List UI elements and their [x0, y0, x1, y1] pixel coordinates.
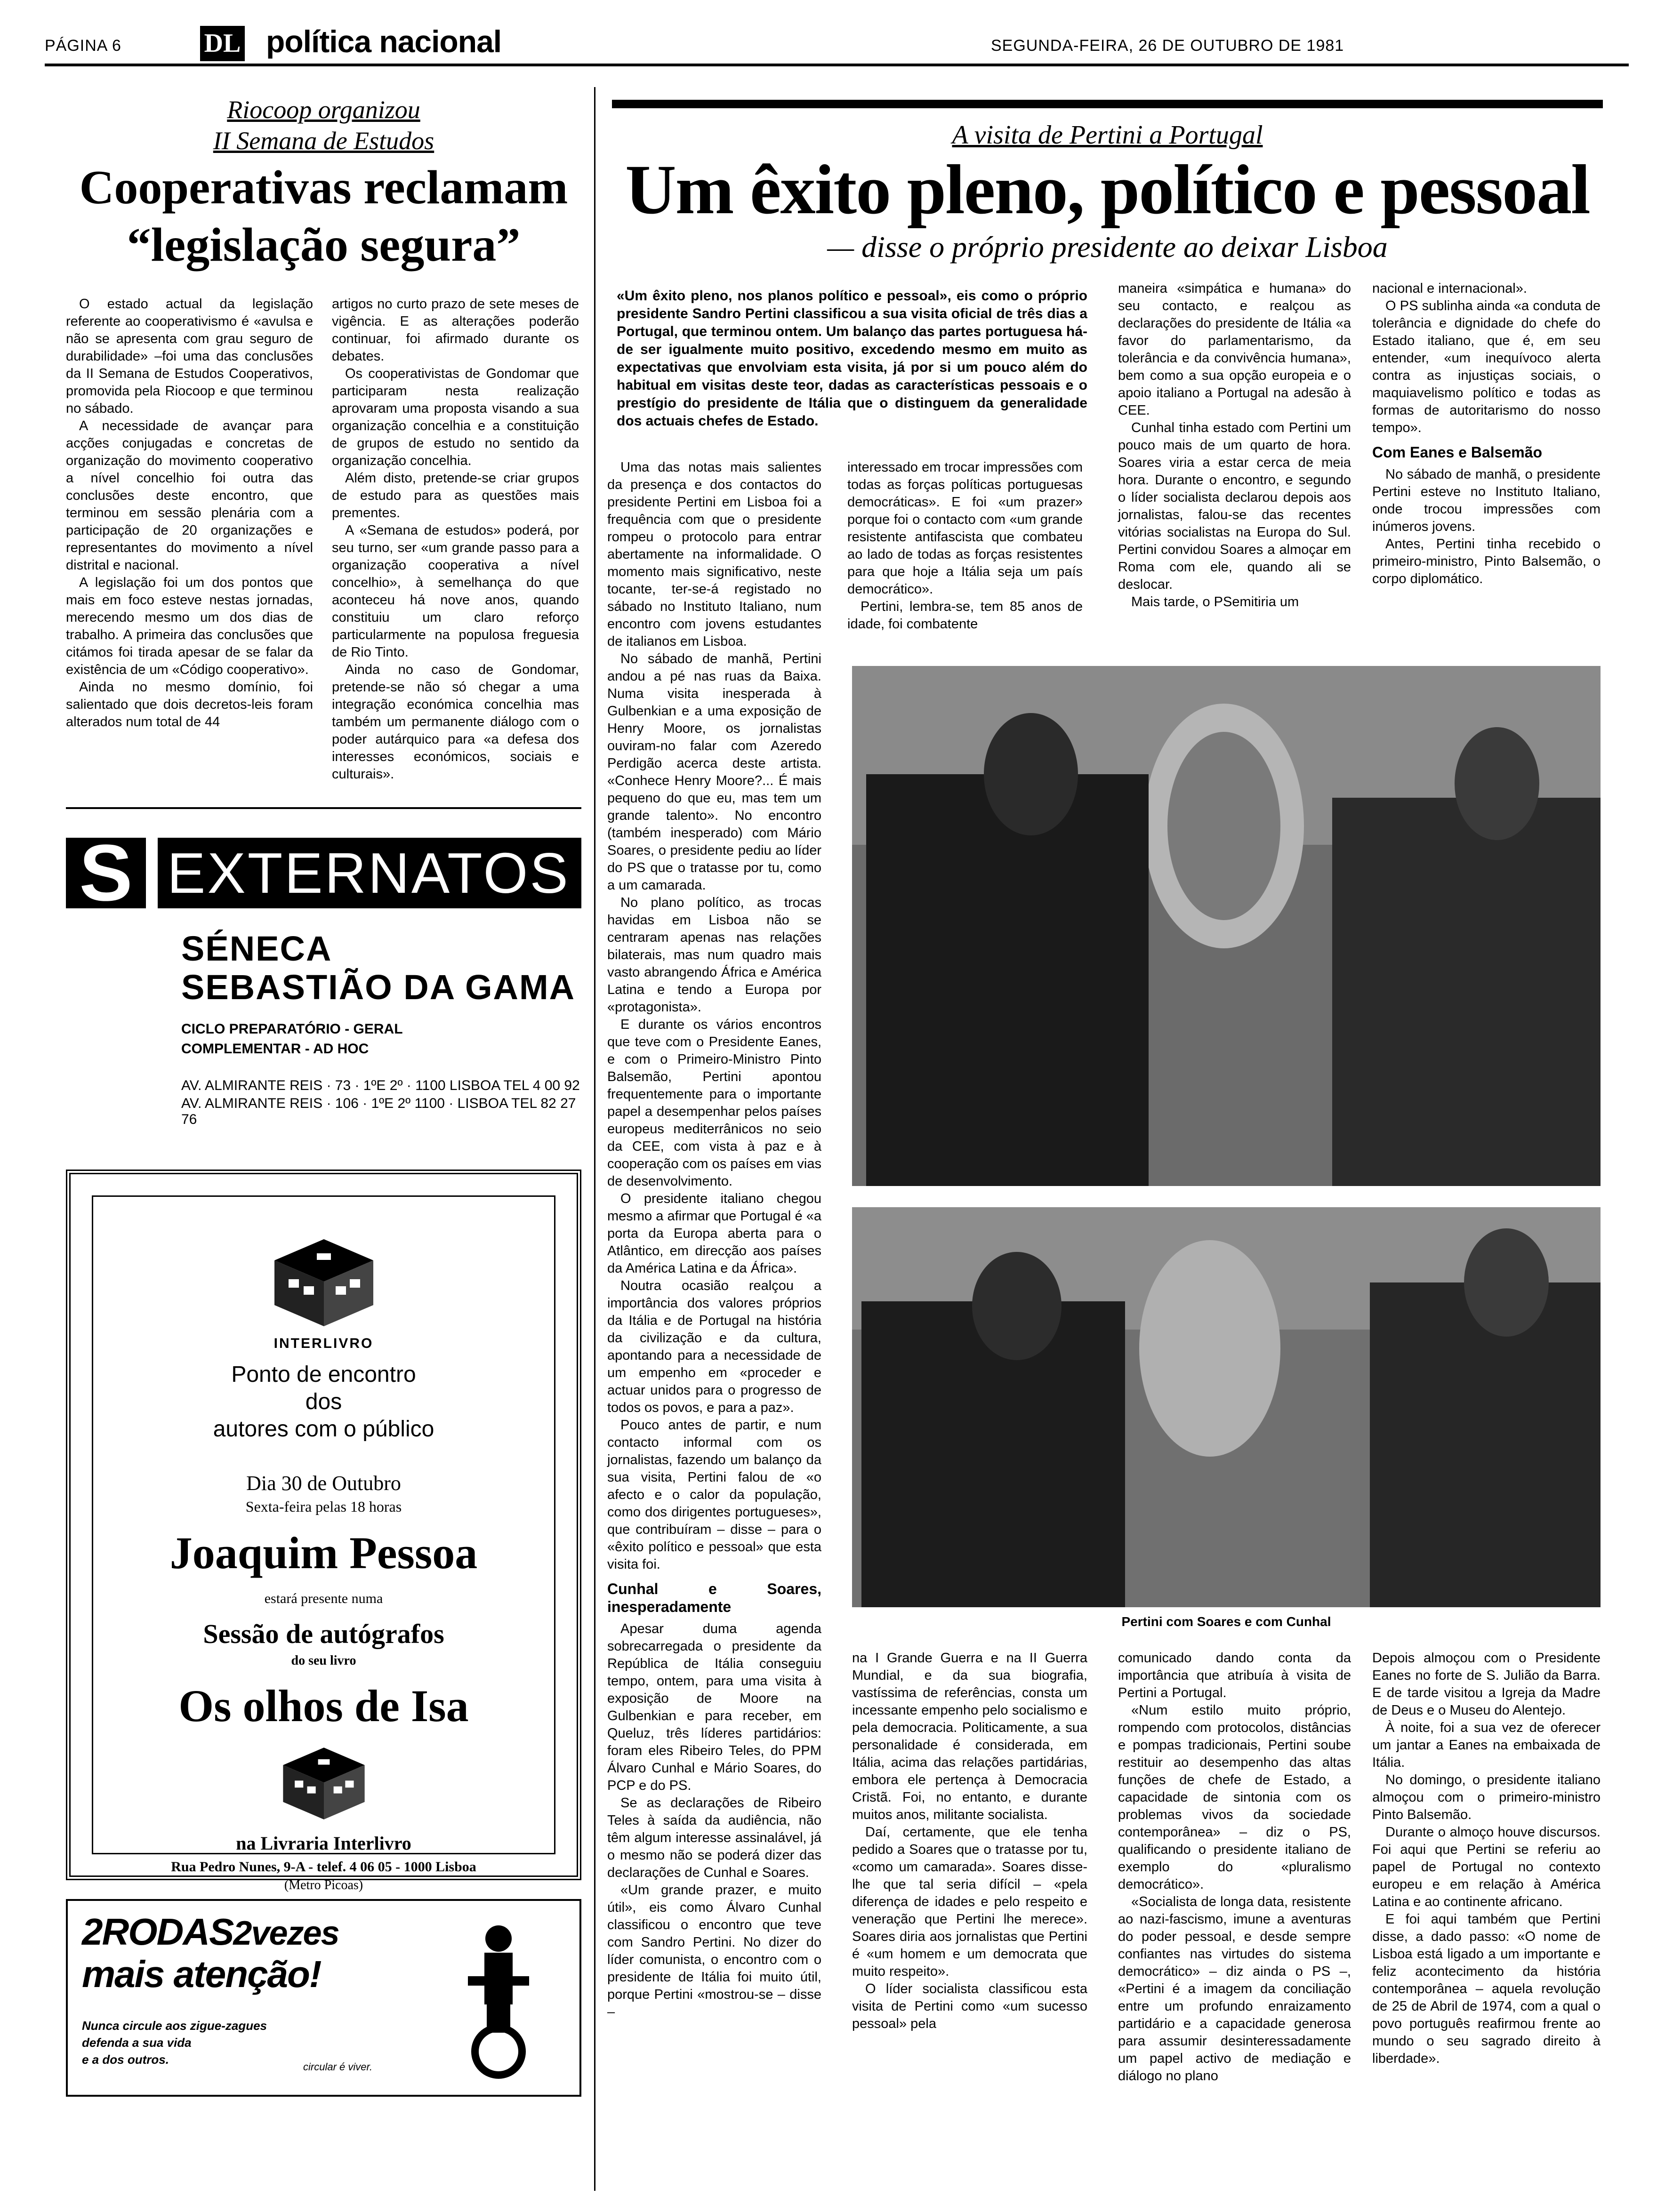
paragraph: Pouco antes de partir, e num contacto informal com os jornalistas, fazendo um balanço da sua visita, Pertini falou de «o afecto e o calor da população, como dos dirigentes portugueses», que contribuíram – disse – para o «êxito político e pessoal» que esta visita foi.: [607, 1418, 821, 1572]
paragraph: No plano político, as trocas havidas em Lisboa não se centraram apenas nas relações bilaterais, mas num quadro mais vasto abrangendo África e América Latina e tendo a Europa por «protagonista».: [607, 895, 821, 1015]
school-address-1: AV. ALMIRANTE REIS · 73 · 1ºE 2º · 1100 LISBOA TEL 4 00 92: [181, 1078, 580, 1093]
interlivro-tagline-3: autores com o público: [213, 1417, 434, 1442]
author-name: Joaquim Pessoa: [169, 1528, 478, 1578]
school-name-2: SEBASTIÃO DA GAMA: [181, 968, 576, 1007]
subhead-eanes: Com Eanes e Balsemão: [1372, 444, 1543, 461]
store-metro: (Metro Picoas): [284, 1878, 363, 1892]
divider: [66, 807, 581, 809]
interlivro-tagline-1: Ponto de encontro: [231, 1362, 416, 1387]
paragraph: maneira «simpática e humana» do seu contacto, e realçou as declarações do presidente de Itália «a favor do parlamentarismo, da tolerância e da convivência humana», bem como a sua opção europeia e o apoio italiano a Portugal na adesão à CEE.: [1118, 281, 1351, 418]
event-day: Dia 30 de Outubro: [246, 1472, 401, 1495]
paragraph: Se as declarações de Ribeiro Teles à saída da audiência, não têm algum interesse assinalável, já o mesmo não se poderá dizer das declarações de Cunhal e Soares.: [607, 1795, 821, 1880]
page-header: [45, 9, 1629, 66]
paragraph: À noite, foi a sua vez de oferecer um jantar a Eanes na embaixada de Itália.: [1372, 1720, 1601, 1770]
paragraph: Daí, certamente, que ele tenha pedido a Soares que o tratasse por tu, «como um camarada». Soares disse-lhe que tal seria difícil – «pela diferença de idades e pelo respeito e veneração que Pertini lhe merece». Soares diria aos jornalistas que Pertini é «um homem e um democrata que muito respeito».: [852, 1825, 1087, 1979]
paragraph: interessado em trocar impressões com todas as forças políticas portuguesas democráticas». E foi «um prazer» porque foi o contacto com «um grande resistente antifascista que combateu ao lado de todas as forças resistentes para que hoje a Itália seja um país democrático».: [847, 460, 1083, 597]
store-address: Rua Pedro Nunes, 9-A - telef. 4 06 05 - 1000 Lisboa: [171, 1859, 476, 1875]
paragraph: Antes, Pertini tinha recebido o primeiro-ministro, Pinto Balsemão, o corpo diplomático.: [1372, 537, 1601, 586]
event-present: estará presente numa: [264, 1591, 383, 1606]
interlivro-ad-inner: [92, 1195, 555, 1892]
ad-small-1: Nunca circule aos zigue-zagues: [82, 2019, 267, 2033]
ad-headline-1b: 2vezes: [233, 1915, 339, 1952]
paragraph: No domingo, o presidente italiano almoçou com o primeiro-ministro Pinto Balsemão.: [1372, 1772, 1601, 1822]
paragraph: Apesar duma agenda sobrecarregada o presidente da República de Itália conseguiu tempo, ontem, para uma visita à exposição de Moore na Gulbenkian e para receber, em Queluz, três líderes partidários: foram eles Ribeiro Teles, do PPM Álvaro Cunhal e Mário Soares, do PCP e do PS.: [607, 1621, 821, 1793]
paragraph: Noutra ocasião realçou a importância dos valores próprios da Itália e de Portugal na história da civilização e da cultura, apontando para a necessidade de um empenho em «proceder e actuar unidos para o progresso de todos os povos, e para a paz».: [607, 1278, 821, 1415]
issue-date: SEGUNDA-FEIRA, 26 DE OUTUBRO DE 1981: [991, 37, 1344, 55]
photo-caption: Pertini com Soares e com Cunhal: [1121, 1614, 1331, 1629]
paragraph: A «Semana de estudos» poderá, por seu turno, ser «um grande passo para a organização cooperativa a nível concelhio», à semelhança do que aconteceu há nove anos, quando constituiu um claro reforço particularmente na populosa freguesia de Rio Tinto.: [332, 523, 579, 660]
paragraph: E durante os vários encontros que teve com o Presidente Eanes, e com o Primeiro-Ministro Pinto Balsemão, Pertini apontou frequentemente para o importante papel a desempenhar pelos países europeus mediterrânicos no seio da CEE, com vista à paz e à cooperação com os países em vias de desenvolvimento.: [607, 1017, 821, 1189]
paragraph: Depois almoçou com o Presidente Eanes no forte de S. Julião da Barra. E de tarde visitou a Igreja da Madre de Deus e o Museu do Alentejo.: [1372, 1651, 1601, 1718]
event-time: Sexta-feira pelas 18 horas: [245, 1498, 402, 1515]
interlivro-cube-icon: [279, 1744, 369, 1821]
main-bottom-col-4: [1372, 1650, 1601, 2068]
main-top-col-2: [847, 459, 1083, 633]
photo-pertini-cunhal: [852, 1207, 1601, 1607]
paragraph: O PS sublinha ainda «a conduta de tolerância e dignidade do chefe do Estado italiano, que é, em seu entender, «um inequívoco alerta contra as injustiças sociais, o maquiavelismo político e todas as formas de autoritarismo do nosso tempo».: [1372, 298, 1601, 435]
paragraph: Além disto, pretende-se criar grupos de estudo para as questões mais prementes.: [332, 471, 579, 521]
school-name-1: SÉNECA: [181, 929, 332, 968]
photo-pertini-soares-image: [852, 666, 1601, 1186]
main-col-1: [607, 459, 821, 2021]
left-article: [66, 94, 581, 274]
school-address-2: AV. ALMIRANTE REIS · 106 · 1ºE 2º 1100 · LISBOA TEL 82 27 76: [181, 1096, 576, 1127]
paragraph: No sábado de manhã, Pertini andou a pé nas ruas da Baixa. Numa visita inesperada à Gulbenkian e a uma exposição de Henry Moore, os jornalistas ouviram-no falar com Azeredo Perdigão acerca deste artista. «Conhece Henry Moore?... É mais pequeno do que eu, mas tem um grande talento». No encontro (também inesperado) com Mário Soares, o presidente pediu ao líder do PS que o tratasse por tu, como a um camarada.: [607, 651, 821, 893]
paragraph: Cunhal tinha estado com Pertini um pouco mais de um quarto de hora. Soares viria a estar cerca de meia hora. Durante o encontro, e segundo o líder socialista declarou depois aos jornalistas, falou-se das recentes vitórias socialistas na Europa do Sul. Pertini convidou Soares a almoçar em Roma com ele, quando ali se deslocar.: [1118, 420, 1351, 592]
left-article-col-1: [66, 296, 313, 731]
interlivro-tagline-2: dos: [305, 1389, 342, 1414]
externatos-brand: EXTERNATOS: [158, 838, 581, 908]
main-kicker: A visita de Pertini a Portugal: [952, 120, 1263, 150]
store-name: na Livraria Interlivro: [236, 1833, 411, 1854]
ad-small-3: e a dos outros.: [82, 2052, 169, 2067]
ad-logo: circular é viver.: [303, 2061, 373, 2073]
ad-headline-2: mais atenção!: [82, 1953, 321, 1995]
paragraph: A necessidade de avançar para acções conjugadas e concretas de organização do movimento cooperativo a nível concelhio foi outra das conclusões deste encontro, que terminou em sessão plenária com a participação de 20 organizações e representantes do movimento a nível distrital e nacional.: [66, 418, 313, 573]
paragraph: Ainda no mesmo domínio, foi salientado que dois decretos-leis foram alterados num total de 44: [66, 680, 313, 729]
paragraph: O estado actual da legislação referente ao cooperativismo é «avulsa e não se apresenta com grau seguro de durabilidade» –foi uma das conclusões da II Semana de Estudos Cooperativos, promovida pela Riocoop e que terminou no sábado.: [66, 297, 313, 416]
left-article-col-2: [332, 296, 579, 783]
paragraph: O líder socialista classificou esta visita de Pertini como «um sucesso pessoal» pela: [852, 1981, 1087, 2031]
main-bottom-col-2: [852, 1650, 1087, 2033]
page-number: PÁGINA 6: [45, 37, 121, 55]
newspaper-logo: DL: [200, 26, 245, 61]
paragraph: Pertini, lembra-se, tem 85 anos de idade, foi combatente: [847, 599, 1083, 632]
paragraph: comunicado dando conta da importância que atribuía à visita de Pertini a Portugal.: [1118, 1651, 1351, 1700]
column-divider: [594, 87, 595, 2191]
paragraph: «Socialista de longa data, resistente ao nazi-fascismo, imune a aventuras do poder pessoal, e desde sempre confiantes nas virtudes do sistema democrático» – diz ainda o PS –, «Pertini é a imagem da conciliação entre um profundo enraizamento partidário e a capacidade generosa para assumir desinteressadamente um papel activo de mediação e diálogo no plano: [1118, 1894, 1351, 2084]
paragraph: nacional e internacional».: [1372, 281, 1527, 296]
paragraph: Durante o almoço houve discursos. Foi aqui que Pertini se referiu ao papel de Portugal no contexto europeu e em relação à América Latina e ao continente africano.: [1372, 1825, 1601, 1909]
ad-small-2: defenda a sua vida: [82, 2036, 192, 2050]
paragraph: «Num estilo muito próprio, rompendo com protocolos, distâncias e pompas tradicionais, Pertini soube restituir ao desempenho das altas funções de chefe de Estado, a capacidade de sintonia com os problemas vivos da sociedade contemporânea» – diz o PS, qualificando o presidente italiano de exemplo do «pluralismo democrático».: [1118, 1703, 1351, 1892]
main-bottom-col-3: [1118, 1650, 1351, 2085]
paragraph: «Um grande prazer, e muito útil», eis como Álvaro Cunhal classificou o encontro que teve com Sandro Pertini. No dizer do líder comunista, o encontro com o presidente de Itália foi muito útil, porque Pertini «mostrou-se – disse –: [607, 1883, 821, 2020]
road-safety-ad: [66, 1899, 581, 2097]
school-levels-2: COMPLEMENTAR - AD HOC: [181, 1041, 369, 1057]
main-lead: «Um êxito pleno, nos planos político e pessoal», eis como o próprio presidente Sandro Pertini classificou a sua visita oficial de três dias a Portugal, que terminou ontem. Um balanço das partes portuguesa há-de ser igualmente muito positivo, excedendo mesmo em muito as expectativas que envolviam esta visita, já por si um pouco além do habitual em visitas deste teor, dadas as características pessoais e o prestígio do presidente de Itália que o distinguem da generalidade dos actuais chefes de Estado.: [617, 288, 1087, 429]
paragraph: E foi aqui também que Pertini disse, a dado passo: «O nome de Lisboa está ligado a um importante e feliz acontecimento da história contemporânea – aquela revolução de 25 de Abril de 1974, com a qual o povo português reafirmou frente ao mundo o seu sagrado direito à liberdade».: [1372, 1912, 1601, 2066]
left-kicker-2: II Semana de Estudos: [213, 127, 434, 155]
motorcyclist-icon: [435, 1920, 562, 2080]
interlivro-cube-icon: [270, 1234, 378, 1329]
interlivro-ad: [66, 1170, 581, 1892]
paragraph: Mais tarde, o PSemitiria um: [1131, 594, 1299, 609]
left-kicker-1: Riocoop organizou: [227, 96, 420, 124]
subhead-cunhal: Cunhal e Soares, inesperadamente: [607, 1580, 821, 1615]
externatos-ad: [66, 828, 581, 1162]
left-headline-1: Cooperativas reclamam: [79, 161, 568, 214]
main-top-col-4: [1372, 280, 1601, 588]
paragraph: na I Grande Guerra e na II Guerra Mundial, e da sua biografia, vastíssima de referências, consta um incessante empenho pelo socialismo e pela democracia. Politicamente, a sua personalidade é considerada, em Itália, acima das relações partidárias, embora ele pertença à Democracia Cristã. Foi, no entanto, e durante muitos anos, militante socialista.: [852, 1651, 1087, 1822]
main-headline: Um êxito pleno, político e pessoal: [625, 151, 1590, 229]
ad-headline-1: [82, 1910, 339, 1954]
top-bar: [612, 100, 1603, 108]
paragraph: Ainda no caso de Gondomar, pretende-se não só chegar a uma integração económica concelhia mas também um permanente diálogo com o poder autárquico para «a defesa dos interesses económicos, sociais e culturais».: [332, 662, 579, 782]
paragraph: artigos no curto prazo de sete meses de vigência. E as alterações poderão continuar, foi afirmado durante os debates.: [332, 297, 579, 364]
paragraph: O presidente italiano chegou mesmo a afirmar que Portugal é «a porta da Europa aberta para o Atlântico, em direcção aos países da América Latina e da África».: [607, 1191, 821, 1276]
section-title: política nacional: [266, 24, 502, 59]
photo-pertini-soares: [852, 666, 1601, 1186]
school-levels-1: CICLO PREPARATÓRIO - GERAL: [181, 1021, 403, 1037]
event-session: Sessão de autógrafos: [203, 1619, 444, 1649]
ad-headline-1a: 2RODAS: [82, 1911, 233, 1953]
paragraph: A legislação foi um dos pontos que mais em foco esteve nestas jornadas, merecendo mesmo um dos dias de trabalho. A primeira das conclusões que citámos foi tirada apesar de se falar da existência de um «Código cooperativo».: [66, 575, 313, 677]
main-subhead: — disse o próprio presidente ao deixar Lisboa: [827, 230, 1388, 264]
main-top-col-3: [1118, 280, 1351, 611]
paragraph: Os cooperativistas de Gondomar que participaram nesta realização aprovaram uma proposta visando a sua organização concelhia e a constituição de grupos de estudo no sentido da organização concelhia.: [332, 366, 579, 468]
paragraph: No sábado de manhã, o presidente Pertini esteve no Instituto Italiano, onde trocou impressões com inúmeros jovens.: [1372, 467, 1601, 534]
book-intro: do seu livro: [291, 1653, 356, 1668]
photo-pertini-cunhal-image: [852, 1207, 1601, 1607]
book-title: Os olhos de Isa: [178, 1681, 469, 1731]
interlivro-brand: INTERLIVRO: [273, 1336, 374, 1351]
externatos-logo: S: [66, 838, 146, 908]
left-headline-2: “legislação segura”: [127, 218, 521, 272]
externatos-banner: [66, 828, 581, 918]
paragraph: Uma das notas mais salientes da presença e dos contactos do presidente Pertini em Lisboa foi a frequência com que o presidente rompeu o protocolo para entrar abertamente na informalidade. O momento mais significativo, neste tocante, ter-se-á registado no sábado no Instituto Italiano, num encontro com jovens estudantes de italianos em Lisboa.: [607, 460, 821, 649]
